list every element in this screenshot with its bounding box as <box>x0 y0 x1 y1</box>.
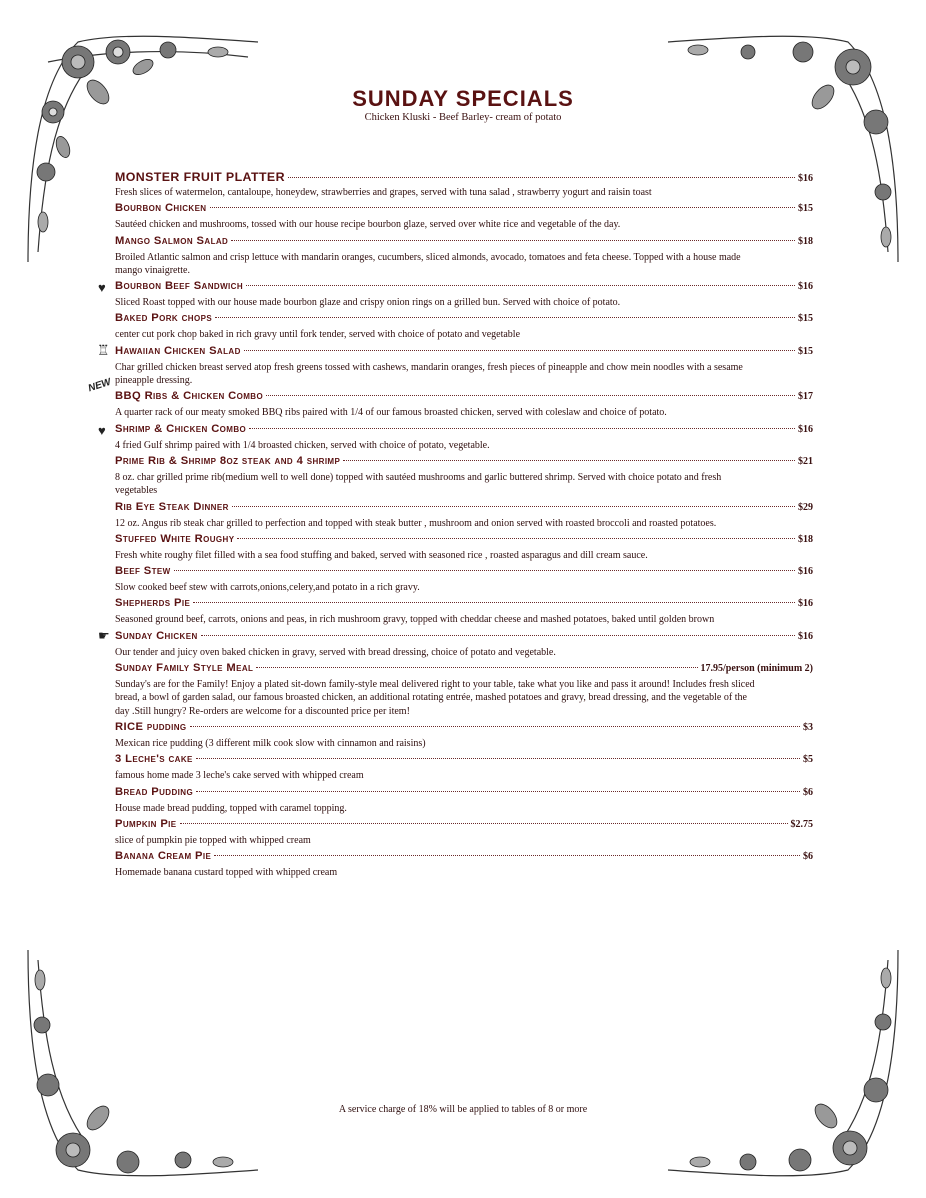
dot-leader <box>180 823 788 824</box>
menu-item-header <box>115 630 813 646</box>
menu-item-description: Our tender and juicy oven baked chicken in gravy, served with bread dressing, choice of potato and vegetable. <box>115 646 556 658</box>
menu-item-price: $16 <box>798 423 813 435</box>
menu-item-header <box>115 818 813 834</box>
dot-leader <box>256 667 697 668</box>
menu-item-description: Sunday's are for the Family! Enjoy a plated sit-down family-style meal delivered right to your table, take what you like and pass it around! Includes fresh sliced bread, a bowl of garden salad, our famous broasted chicken, an additional rotating entrée, mashed potatoes and gravy, bread dressing, and the vegetable of the day .Still hungry? Re-orders are welcome for a discounted price per item! <box>115 679 755 717</box>
menu-item-header <box>115 597 813 613</box>
menu-item-name: Beef Stew <box>115 565 171 578</box>
menu-item-description: Broiled Atlantic salmon and crisp lettuce with mandarin oranges, cucumbers, sliced almonds, avocado, tomatoes and feta cheese. Topped with a house made mango vinaigrette. <box>115 251 741 276</box>
menu-item-name: Shepherds Pie <box>115 597 191 610</box>
menu-item-header <box>115 662 813 678</box>
menu-item-price: $18 <box>798 533 813 545</box>
menu-item <box>115 312 813 341</box>
dot-leader <box>249 428 795 429</box>
service-charge-note: A service charge of 18% will be applied to tables of 8 or more <box>338 1104 588 1115</box>
menu-item-name: Rib Eye Steak Dinner <box>115 500 229 513</box>
menu-item-name: Bourbon Chicken <box>115 202 207 215</box>
menu-item-price: $3 <box>803 721 813 733</box>
menu-item-header <box>115 753 813 769</box>
menu-item-header <box>115 455 813 471</box>
dot-leader <box>193 602 795 603</box>
dot-leader <box>190 726 800 727</box>
menu-item-price: $2.75 <box>790 818 813 830</box>
menu-item-description: Fresh slices of watermelon, cantaloupe, honeydew, strawberries and grapes, served with tuna salad , strawberry yogurt and raisin toast <box>115 187 652 198</box>
menu-item-header <box>115 533 813 549</box>
menu-item-description: Sautéed chicken and mushrooms, tossed with our house recipe bourbon glaze, served over white rice and vegetable of the day. <box>115 219 621 231</box>
menu-item-description: 12 oz. Angus rib steak char grilled to perfection and topped with steak butter , mushroom and onion served with roasted broccoli and roasted potatoes. <box>115 517 717 529</box>
menu-item-name: Pumpkin Pie <box>115 817 177 830</box>
menu-item-description: Homemade banana custard topped with whipped cream <box>115 867 338 879</box>
dot-leader <box>343 460 795 461</box>
menu-item-price: $15 <box>798 345 813 357</box>
menu-item-description: slice of pumpkin pie topped with whipped cream <box>115 834 311 846</box>
menu-item-header <box>115 501 813 517</box>
menu-item-header <box>115 312 813 328</box>
dot-leader <box>237 538 795 539</box>
menu-item <box>115 533 813 562</box>
floral-corner-bottom-left <box>18 940 268 1190</box>
menu-item-price: $16 <box>798 281 813 293</box>
menu-item <box>115 455 813 498</box>
menu-item-name: Shrimp & Chicken Combo <box>115 422 247 435</box>
menu-item-description: Seasoned ground beef, carrots, onions and peas, in rich mushroom gravy, topped with cheddar cheese and mashed potatoes, baked until golden brown <box>115 614 715 626</box>
menu-item-header <box>115 280 813 296</box>
menu-item-name: Prime Rib & Shrimp 8oz steak and 4 shrimp <box>115 454 341 467</box>
menu-item <box>98 280 813 309</box>
menu-item-price: $16 <box>798 598 813 610</box>
hand-icon: ☛ <box>98 627 110 643</box>
menu-item <box>115 850 813 879</box>
menu-item-description: famous home made 3 leche's cake served with whipped cream <box>115 770 364 782</box>
dot-leader <box>246 285 795 286</box>
page-title: SUNDAY SPECIALS <box>352 86 574 111</box>
dot-leader <box>201 635 795 636</box>
menu-item-price: $5 <box>803 754 813 766</box>
menu-item <box>97 343 813 388</box>
chef-icon: ♖ <box>97 343 110 359</box>
menu-item-description: House made bread pudding, topped with caramel topping. <box>115 802 347 814</box>
menu-item-price: $6 <box>803 851 813 863</box>
dot-leader <box>174 570 795 571</box>
dot-leader <box>214 855 800 856</box>
menu-item-price: $17 <box>798 391 813 403</box>
menu-item-description: Slow cooked beef stew with carrots,onions,celery,and potato in a rich gravy. <box>115 582 420 594</box>
menu-item-name: Bread Pudding <box>115 785 194 798</box>
menu-item-name: Sunday Family Style Meal <box>115 662 254 675</box>
menu-list <box>86 170 813 882</box>
heart-icon: ♥ <box>98 280 106 296</box>
menu-item-price: $16 <box>798 566 813 578</box>
menu-item-header <box>115 423 813 439</box>
menu-item-price: $6 <box>803 786 813 798</box>
menu-item-header <box>115 850 813 866</box>
menu-item-name: 3 Leche's cake <box>115 753 193 766</box>
dot-leader <box>196 791 800 792</box>
floral-ornament-icon <box>18 940 268 1190</box>
menu-item-name: Stuffed White Roughy <box>115 532 235 545</box>
menu-item-header <box>115 345 813 361</box>
menu-item <box>115 662 813 718</box>
menu-item-name: BBQ Ribs & Chicken Combo <box>115 390 264 403</box>
menu-item-name: Sunday Chicken <box>115 629 198 642</box>
menu-item-description: Char grilled chicken breast served atop fresh greens tossed with cashews, mandarin oranges, fresh pieces of pineapple and chow mein noodles with a sesame pineapple dressing. <box>115 361 743 387</box>
menu-item-name: Bourbon Beef Sandwich <box>115 280 244 293</box>
menu-item-price: $15 <box>798 313 813 325</box>
menu-item <box>115 235 813 278</box>
menu-item <box>115 170 813 199</box>
menu-item-description: Sliced Roast topped with our house made bourbon glaze and crispy onion rings on a grilled bun. Served with choice of potato. <box>115 297 621 309</box>
menu-item-price: $16 <box>798 173 813 184</box>
menu-item-price: $15 <box>798 203 813 215</box>
menu-item-name: Banana Cream Pie <box>115 850 212 863</box>
menu-item-header <box>115 390 813 406</box>
menu-item-price: $21 <box>798 455 813 467</box>
menu-item-name: MONSTER FRUIT PLATTER <box>115 170 285 184</box>
menu-item <box>98 627 813 659</box>
menu-item-description: Fresh white roughy filet filled with a sea food stuffing and baked, served with seasoned rice , roasted asparagus and dill cream sauce. <box>115 549 648 561</box>
menu-item-name: Mango Salmon Salad <box>115 234 229 247</box>
menu-item-description: A quarter rack of our meaty smoked BBQ ribs paired with 1/4 of our famous broasted chicken, served with coleslaw and choice of potato. <box>115 407 667 419</box>
menu-item-header <box>115 170 813 186</box>
menu-item-name: RICE pudding <box>115 720 187 733</box>
menu-item <box>115 597 813 626</box>
menu-item <box>115 565 813 594</box>
dot-leader <box>215 317 795 318</box>
menu-item-description: Mexican rice pudding (3 different milk cook slow with cinnamon and raisins) <box>115 737 426 749</box>
dot-leader <box>244 350 795 351</box>
heart-icon: ♥ <box>98 422 106 438</box>
menu-item-header <box>115 235 813 251</box>
floral-corner-bottom-right <box>658 940 908 1190</box>
menu-item-header <box>115 565 813 581</box>
menu-item-price: $29 <box>798 501 813 513</box>
dot-leader <box>210 207 796 208</box>
menu-item <box>115 818 813 847</box>
dot-leader <box>232 506 795 507</box>
menu-item <box>115 202 813 231</box>
dot-leader <box>196 758 800 759</box>
menu-item-header <box>115 721 813 737</box>
menu-item-header <box>115 202 813 218</box>
menu-item <box>115 501 813 530</box>
menu-item <box>115 786 813 815</box>
new-badge: NEW <box>86 377 113 395</box>
menu-item-description: center cut pork chop baked in rich gravy until fork tender, served with choice of potato and vegetable <box>115 329 521 341</box>
menu-item-price: $18 <box>798 235 813 247</box>
menu-item-price: $16 <box>798 630 813 642</box>
menu-item-description: 4 fried Gulf shrimp paired with 1/4 broasted chicken, served with choice of potato, vegetable. <box>115 439 490 451</box>
menu-item <box>115 753 813 782</box>
dot-leader <box>231 240 795 241</box>
menu-item-description: 8 oz. char grilled prime rib(medium well to well done) topped with sautéed mushrooms and garlic buttered shrimp. Served with choice potato and fresh vegetables <box>115 471 722 497</box>
menu-item-name: Baked Pork chops <box>115 312 213 325</box>
menu-item <box>86 377 813 419</box>
soups-subtitle: Chicken Kluski - Beef Barley- cream of potato <box>364 112 562 123</box>
menu-item-price: 17.95/person (minimum 2) <box>700 663 813 675</box>
dot-leader <box>288 177 795 178</box>
menu-item <box>115 721 813 750</box>
menu-item-header <box>115 786 813 802</box>
menu-item <box>98 422 813 452</box>
dot-leader <box>266 395 795 396</box>
floral-ornament-icon <box>658 940 908 1190</box>
menu-item-name: Hawaiian Chicken Salad <box>115 344 241 357</box>
